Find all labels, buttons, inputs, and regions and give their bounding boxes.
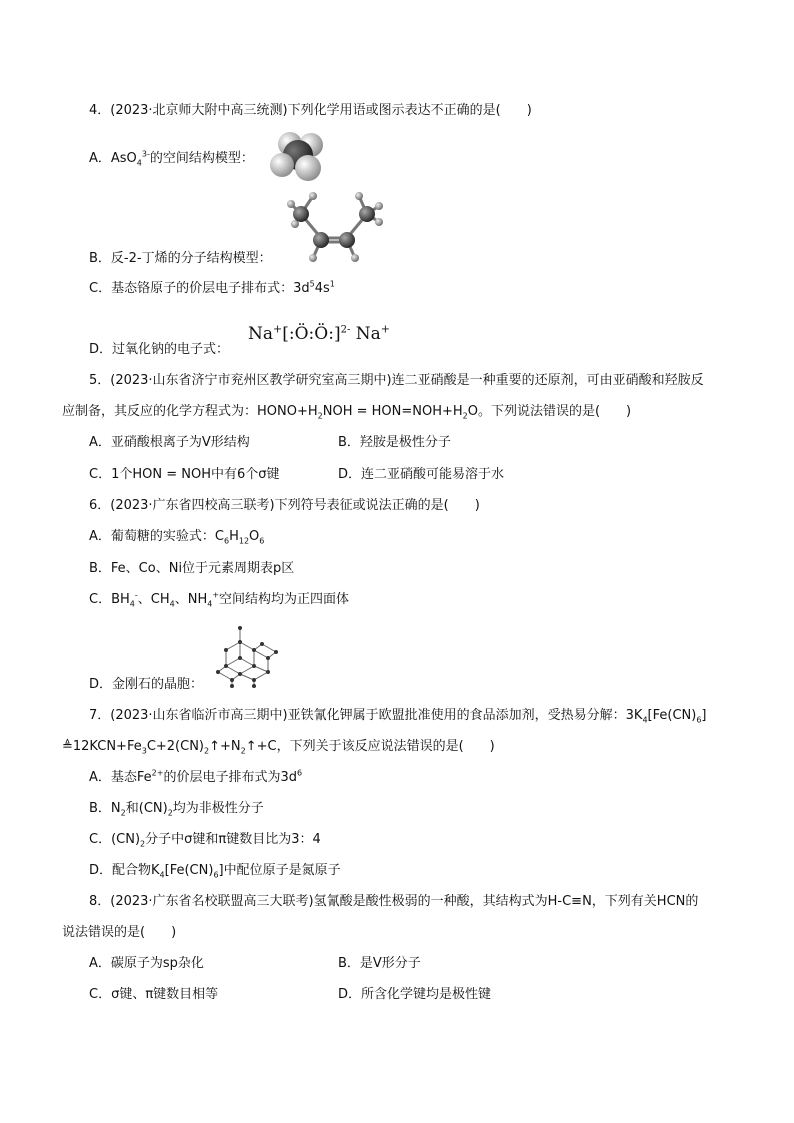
q5-option-b: B．羟胺是极性分子 xyxy=(338,435,451,450)
q5-option-a: A．亚硝酸根离子为V形结构 xyxy=(89,435,250,450)
q8-stem-line1: 8．(2023·广东省名校联盟高三大联考)氢氰酸是酸性极弱的一种酸，其结构式为H-C≡N，下列有关HCN的 xyxy=(89,894,699,909)
trans-2-butene-ball-stick-model xyxy=(283,186,393,266)
aso4-space-filling-model xyxy=(268,130,330,182)
q4-option-d: D．过氧化钠的电子式： xyxy=(89,342,230,357)
sodium-peroxide-electron-formula: Na+[:Ö:Ö:]$^{2-}$ Na+ xyxy=(248,322,390,344)
q6-option-a: A．葡萄糖的实验式：$C_6H_{12}O_6$ xyxy=(89,529,265,546)
q4-option-a: A．AsO$_4^{3-}$的空间结构模型： xyxy=(89,149,254,168)
q7-option-a: A．基态$Fe^{2+}$的价层电子排布式为$3d^6$ xyxy=(89,768,303,785)
q5-option-c: C．1个HON = NOH中有6个σ键 xyxy=(89,467,280,482)
q7-option-b: B．$N_2$和$(CN)_2$均为非极性分子 xyxy=(89,801,264,818)
q8-option-d: D．所含化学键均是极性键 xyxy=(338,987,492,1002)
q4-option-b: B．反-2-丁烯的分子结构模型： xyxy=(89,251,272,266)
q8-option-c: C．σ键、π键数目相等 xyxy=(89,987,219,1002)
q8-option-b: B．是V形分子 xyxy=(338,956,421,971)
q8-stem-line2: 说法错误的是( ) xyxy=(62,925,177,940)
q4-stem: 4．(2023·北京师大附中高三统测)下列化学用语或图示表达不正确的是( ) xyxy=(89,103,532,118)
q6-option-c: C．$BH_4^-$、$CH_4$、$NH_4^+$空间结构均为正四面体 xyxy=(89,590,350,609)
q5-option-d: D．连二亚硝酸可能易溶于水 xyxy=(338,467,505,482)
q4-option-c: C．基态铬原子的价层电子排布式：$3d^54s^1$ xyxy=(89,279,335,296)
diamond-unit-cell-model xyxy=(212,622,284,690)
q5-stem-line2: 应制备，其反应的化学方程式为：$HONO+H_2NOH = HON=NOH+H_2O$。下列说法错误的是( ) xyxy=(62,404,632,421)
q6-option-b: B．Fe、Co、Ni位于元素周期表p区 xyxy=(89,561,295,576)
q6-option-d: D．金刚石的晶胞： xyxy=(89,677,204,692)
q6-stem: 6．(2023·广东省四校高三联考)下列符号表征或说法正确的是( ) xyxy=(89,498,480,513)
q7-option-d: D．配合物$K_4[Fe(CN)_6]$中配位原子是氮原子 xyxy=(89,863,341,880)
q8-option-a: A．碳原子为sp杂化 xyxy=(89,956,204,971)
q5-stem-line1: 5．(2023·山东省济宁市兖州区教学研究室高三期中)连二亚硝酸是一种重要的还原剂，可由亚硝酸和羟胺反 xyxy=(89,373,704,388)
q7-option-c: C．$(CN)_2$分子中σ键和π键数目比为3：4 xyxy=(89,832,321,849)
q7-stem-line1: 7．(2023·山东省临沂市高三期中)亚铁氰化钾属于欧盟批准使用的食品添加剂，受热易分解：$3K_4[Fe(CN)_6]$ xyxy=(89,708,707,725)
q7-stem-line2: $≜12KCN+Fe_3C+2(CN)_2↑+N_2↑+C$，下列关于该反应说法错误的是( ) xyxy=(62,739,495,756)
